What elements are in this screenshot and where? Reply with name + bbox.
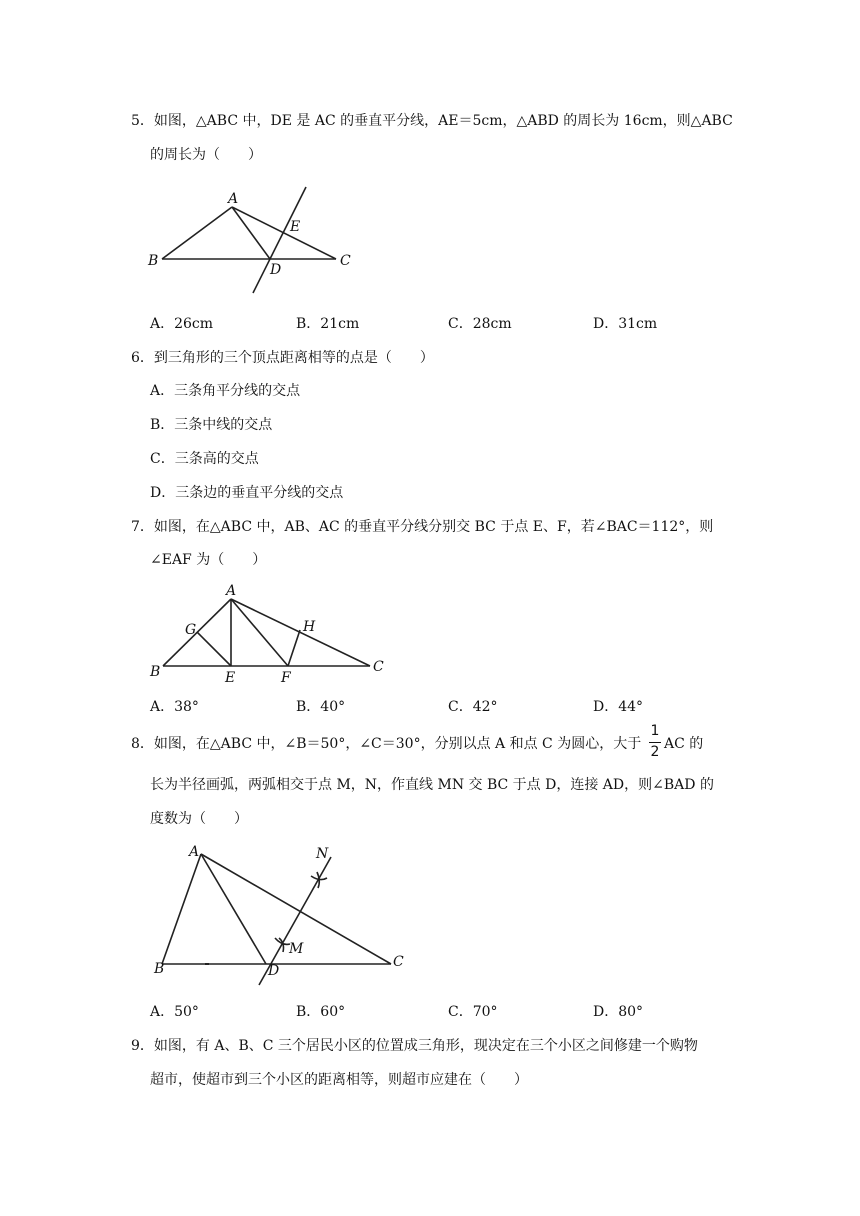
q8-option-b[interactable]: B．60°: [296, 1004, 346, 1020]
q5-label-c: C: [340, 253, 351, 269]
q8-stem-line1b: AC 的: [664, 736, 704, 752]
q7-label-e: E: [225, 670, 236, 686]
q5-option-b[interactable]: B．21cm: [296, 316, 360, 332]
q5-label-a: A: [228, 191, 239, 207]
q8-stem-line1a: 8．如图，在△ABC 中，∠B＝50°，∠C＝30°，分别以点 A 和点 C 为圆心，大于: [131, 736, 642, 752]
q8-option-d[interactable]: D．80°: [593, 1004, 644, 1020]
q7-option-b[interactable]: B．40°: [296, 699, 346, 715]
q5-label-d: D: [270, 262, 282, 278]
q6-option-b[interactable]: B．三条中线的交点: [150, 417, 273, 433]
q6-option-a[interactable]: A．三条角平分线的交点: [150, 383, 301, 399]
q8-stem-line2: 长为半径画弧，两弧相交于点 M，N，作直线 MN 交 BC 于点 D，连接 AD，则∠BAD 的: [150, 777, 714, 793]
q7-option-d[interactable]: D．44°: [593, 699, 644, 715]
q5-stem-line1: 5．如图，△ABC 中，DE 是 AC 的垂直平分线，AE＝5cm，△ABD 的周长为 16cm，则△ABC: [131, 113, 733, 129]
q6-option-d[interactable]: D．三条边的垂直平分线的交点: [150, 485, 344, 501]
q8-label-m: M: [289, 941, 304, 957]
q6-stem: 6．到三角形的三个顶点距离相等的点是（ ）: [131, 350, 434, 366]
q7-label-h: H: [303, 619, 316, 635]
q5-label-e: E: [290, 219, 301, 235]
q7-stem-line2: ∠EAF 为（ ）: [150, 552, 267, 568]
q7-option-c[interactable]: C．42°: [448, 699, 498, 715]
q5-figure: [140, 185, 360, 300]
q8-fraction-numerator: 1: [650, 723, 660, 739]
q5-stem-line2: 的周长为（ ）: [150, 147, 262, 163]
q8-label-c: C: [393, 954, 404, 970]
q8-fraction-denominator: 2: [650, 744, 660, 760]
q7-label-a: A: [226, 583, 237, 599]
q8-figure: [145, 842, 410, 987]
q7-label-g: G: [185, 622, 197, 638]
q7-figure: [145, 585, 390, 685]
q8-fraction-bar: [649, 742, 661, 743]
q7-stem-line1: 7．如图，在△ABC 中，AB、AC 的垂直平分线分别交 BC 于点 E、F，若∠BAC＝112°，则: [131, 519, 714, 535]
q8-label-n: N: [316, 846, 329, 862]
q6-option-c[interactable]: C．三条高的交点: [150, 451, 259, 467]
q8-label-b: B: [154, 961, 165, 977]
q8-option-a[interactable]: A．50°: [150, 1004, 199, 1020]
q5-option-c[interactable]: C．28cm: [448, 316, 512, 332]
q7-label-c: C: [373, 659, 384, 675]
q8-stem-line3: 度数为（ ）: [150, 811, 248, 827]
q5-option-d[interactable]: D．31cm: [593, 316, 658, 332]
q8-label-d: D: [268, 963, 280, 979]
q7-label-f: F: [281, 670, 291, 686]
q7-label-b: B: [150, 664, 161, 680]
q7-option-a[interactable]: A．38°: [150, 699, 199, 715]
q8-label-a: A: [189, 844, 200, 860]
q9-stem-line1: 9．如图，有 A、B、C 三个居民小区的位置成三角形，现决定在三个小区之间修建一个购物: [131, 1038, 698, 1054]
q5-label-b: B: [148, 253, 159, 269]
q9-stem-line2: 超市，使超市到三个小区的距离相等，则超市应建在（ ）: [150, 1072, 528, 1088]
q8-option-c[interactable]: C．70°: [448, 1004, 498, 1020]
q5-option-a[interactable]: A．26cm: [150, 316, 214, 332]
